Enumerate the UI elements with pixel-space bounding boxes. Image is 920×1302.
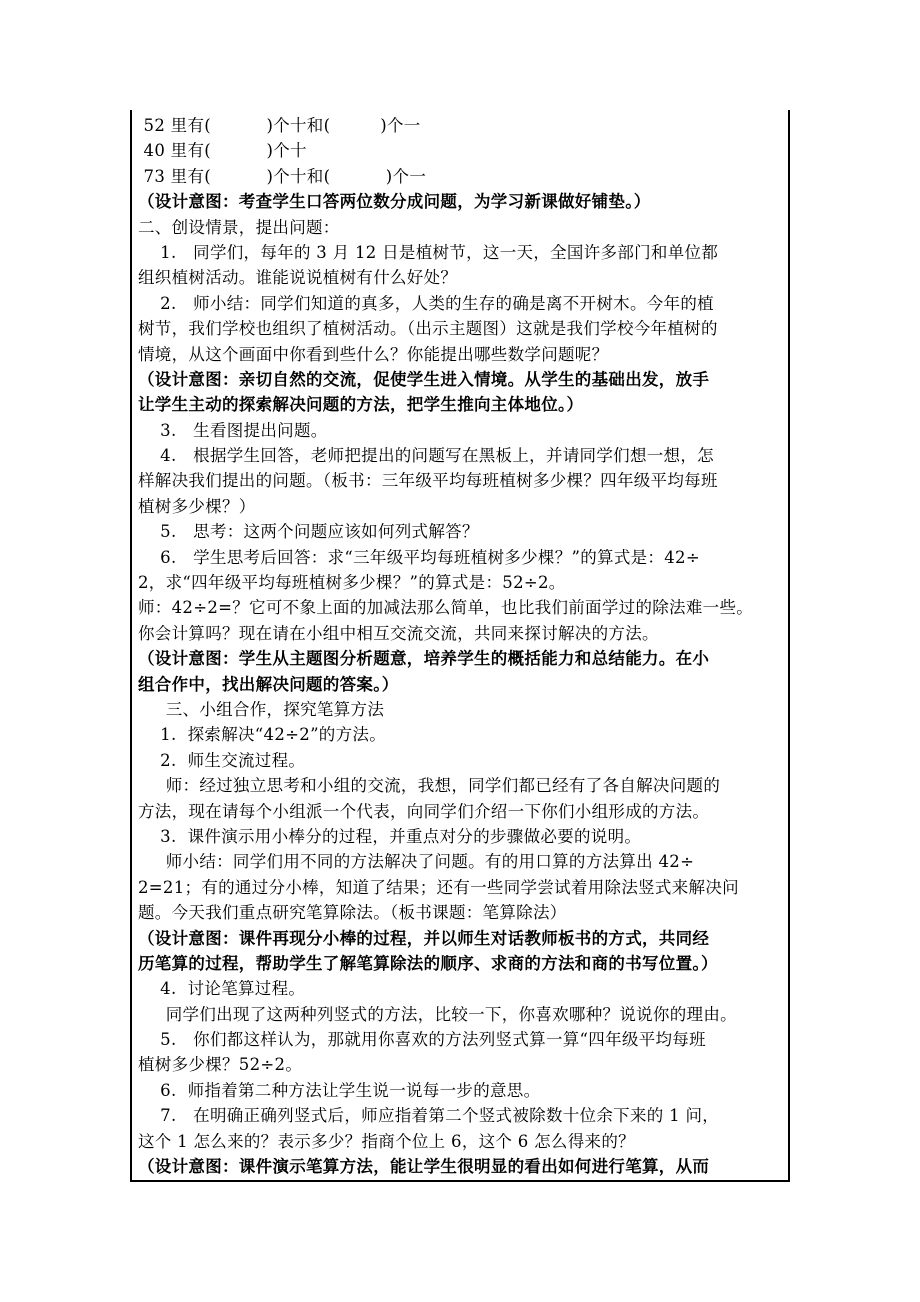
text-line: 这个 1 怎么来的？表示多少？指商个位上 6，这个 6 怎么得来的？: [138, 1131, 635, 1151]
text-line: 植树多少棵？52÷2。: [138, 1055, 303, 1075]
text-line: 1. 探索解决“42÷2”的方法。: [138, 725, 387, 745]
text-line: 师：42÷2=？它可不象上面的加减法那么简单，也比我们前面学过的除法难一些。: [138, 598, 754, 618]
design-intent-line: 让学生主动的探索解决问题的方法，把学生推向主体地位。）: [138, 395, 584, 415]
text-line: 师：经过独立思考和小组的交流，我想，同学们都已经有了各自解决问题的: [138, 776, 721, 796]
text-line: 2. 师小结：同学们知道的真多，人类的生存的确是离不开树木。今年的植: [138, 293, 714, 313]
design-intent-line: （设计意图：亲切自然的交流，促使学生进入情境。从学生的基础出发，放手: [138, 369, 710, 389]
text-line: 3. 课件演示用小棒分的过程，并重点对分的步骤做必要的说明。: [138, 826, 642, 846]
text-line: 73 里有( )个十和( )个一: [138, 166, 427, 186]
text-line: 2. 师生交流过程。: [138, 750, 306, 770]
text-line: 2=21；有的通过分小棒，知道了结果；还有一些同学尝试着用除法竖式来解决问: [138, 877, 739, 897]
design-intent-line: （设计意图：课件演示笔算方法，能让学生很明显的看出如何进行笔算，从而: [138, 1157, 710, 1177]
text-line: 三、小组合作，探究笔算方法: [138, 699, 385, 719]
design-intent-line: （设计意图：考查学生口答两位数分成问题，为学习新课做好铺垫。）: [138, 192, 651, 212]
design-intent-line: （设计意图：课件再现分小棒的过程，并以师生对话教师板书的方式，共同经: [138, 928, 710, 948]
text-line: 你会计算吗？现在请在小组中相互交流交流，共同来探讨解决的方法。: [138, 623, 659, 643]
text-line: 植树多少棵？）: [138, 496, 256, 516]
text-line: 题。今天我们重点研究笔算除法。（板书课题：笔算除法）: [138, 903, 567, 923]
text-line: 1. 同学们，每年的 3 月 12 日是植树节，这一天，全国许多部门和单位都: [138, 242, 719, 262]
text-line: 6. 师指着第二种方法让学生说一说每一步的意思。: [138, 1080, 541, 1100]
text-line: 3. 生看图提出问题。: [138, 420, 328, 440]
text-line: 7. 在明确正确列竖式后，师应指着第二个竖式被除数十位余下来的 1 问，: [138, 1106, 720, 1126]
text-line: 方法，现在请每个小组派一个代表，向同学们介绍一下你们小组形成的方法。: [138, 801, 710, 821]
text-line: 2，求“四年级平均每班植树多少棵？”的算式是：52÷2。: [138, 573, 566, 593]
text-line: 4. 根据学生回答，老师把提出的问题写在黑板上，并请同学们想一想，怎: [138, 446, 714, 466]
text-line: 52 里有( )个十和( )个一: [138, 116, 421, 135]
text-line: 二、创设情景，提出问题：: [138, 217, 340, 237]
text-line: 师小结：同学们用不同的方法解决了问题。有的用口算的方法算出 42÷: [138, 852, 695, 872]
text-line: 6. 学生思考后回答：求“三年级平均每班植树多少棵？”的算式是：42÷: [138, 547, 700, 567]
text-line: 样解决我们提出的问题。（板书：三年级平均每班植树多少棵？四年级平均每班: [138, 471, 718, 491]
text-line: 4. 讨论笔算过程。: [138, 979, 306, 999]
text-line: 5. 你们都这样认为，那就用你喜欢的方法列竖式算一算“四年级平均每班: [138, 1030, 706, 1050]
design-intent-line: 历笔算的过程，帮助学生了解笔算除法的顺序、求商的方法和商的书写位置。）: [138, 953, 718, 973]
document-body: [138, 113, 784, 1179]
text-line: 同学们出现了这两种列竖式的方法，比较一下，你喜欢哪种？说说你的理由。: [138, 1004, 737, 1024]
text-line: 5. 思考：这两个问题应该如何列式解答？: [138, 522, 479, 542]
design-intent-line: 组合作中，找出解决问题的答案。）: [138, 674, 399, 694]
text-line: 树节，我们学校也组织了植树活动。（出示主题图）这就是我们学校今年植树的: [138, 319, 718, 339]
text-line: 情境，从这个画面中你看到些什么？你能提出哪些数学问题呢？: [138, 344, 609, 364]
text-line: 组织植树活动。谁能说说植树有什么好处？: [138, 268, 458, 288]
text-line: 40 里有( )个十: [138, 141, 307, 161]
design-intent-line: （设计意图：学生从主题图分析题意，培养学生的概括能力和总结能力。在小: [138, 649, 710, 669]
